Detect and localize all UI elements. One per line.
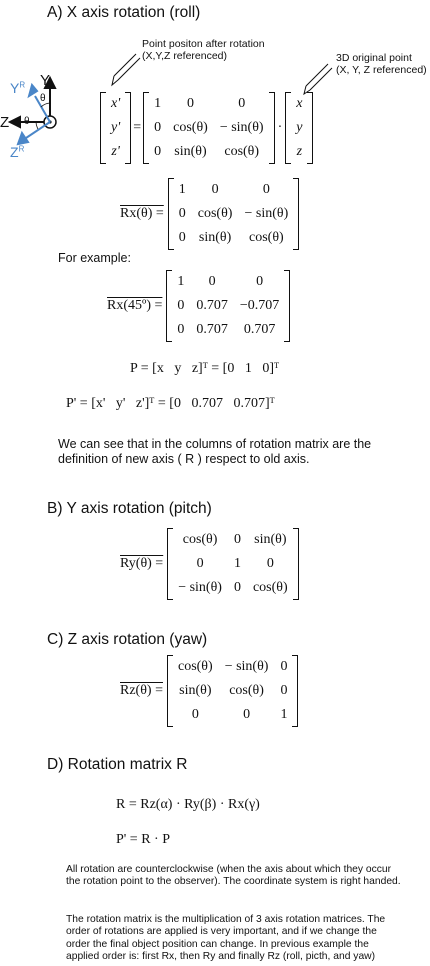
- matrix-cell: 0: [178, 230, 186, 245]
- note-rotation-order: The rotation matrix is the multiplication of 3 axis rotation matrices. The order of rotations are applied is very important, and if we change the order the final object position can change. In previous example the applied order is: first Rx, then Ry and finally Rz (roll, picth, and yaw): [66, 914, 386, 962]
- matrix-cell: 0.707: [243, 322, 276, 337]
- matrix-cell: sin(θ): [179, 683, 212, 698]
- matrix-cell: 0: [154, 144, 162, 159]
- y-axis-label: Y: [40, 72, 51, 89]
- matrix-cell: 1: [280, 707, 288, 722]
- after-rotation-label: Point positon after rotation (X,Y,Z referenced): [142, 38, 265, 62]
- matrix-cell: cos(θ): [173, 120, 208, 135]
- section-c-title: C) Z axis rotation (yaw): [47, 631, 208, 648]
- theta-top-label: θ: [40, 93, 46, 104]
- matrix-cell: 0: [238, 96, 246, 111]
- matrix-cell: − sin(θ): [219, 120, 264, 135]
- equation-rx: [120, 178, 299, 250]
- matrix-cell: 0: [211, 182, 219, 197]
- original-point-label: 3D original point (X, Y, Z referenced): [336, 52, 427, 76]
- vector-cell: x: [296, 96, 303, 111]
- matrix-cell: −0.707: [239, 298, 280, 313]
- equation-rz: [120, 655, 298, 727]
- matrix-cell: cos(θ): [182, 532, 218, 547]
- dot-operator: ·: [277, 120, 283, 135]
- matrix-cell: 0: [178, 206, 186, 221]
- paragraph-a: We can see that in the columns of rotation matrix are the definition of new axis ( R ) respect to old axis.: [58, 437, 372, 466]
- matrix-cell: − sin(θ): [224, 659, 269, 674]
- ry-lhs: Ry(θ) =: [120, 556, 164, 571]
- matrix-cell: − sin(θ): [244, 206, 289, 221]
- section-b-title: B) Y axis rotation (pitch): [47, 500, 212, 517]
- theta-left-label: θ: [24, 116, 30, 127]
- section-d-title: D) Rotation matrix R: [47, 756, 188, 773]
- matrix-cell: 0: [262, 182, 270, 197]
- rx-lhs: Rx(θ) =: [120, 206, 164, 221]
- rz-matrix: [167, 655, 298, 727]
- equation-a: [100, 92, 313, 164]
- matrix-cell: cos(θ): [177, 659, 213, 674]
- matrix-cell: cos(θ): [197, 206, 233, 221]
- matrix-cell: 0: [191, 707, 199, 722]
- matrix-cell: 0.707: [196, 322, 228, 337]
- rx-matrix: [168, 178, 299, 250]
- yr-axis-label: $Y^R$: [10, 80, 26, 96]
- equation-p: P = [x y z]ᵀ = [0 1 0]ᵀ: [130, 361, 280, 376]
- equation-p-prime: P' = [x' y' z']ᵀ = [0 0.707 0.707]ᵀ: [66, 396, 275, 411]
- matrix-cell: sin(θ): [198, 230, 232, 245]
- matrix-cell: 0: [177, 322, 185, 337]
- matrix-cell: 1: [177, 274, 185, 289]
- equation-r: R = Rz(α) · Ry(β) · Rx(γ): [116, 797, 260, 812]
- vector-cell: y': [111, 120, 121, 135]
- matrix-cell: sin(θ): [174, 144, 207, 159]
- section-a-title: A) X axis rotation (roll): [47, 4, 201, 21]
- equation-ry: [120, 528, 299, 600]
- equals-sign: =: [133, 120, 142, 135]
- matrix-cell: 0: [177, 298, 185, 313]
- equation-p-r: P' = R · P: [116, 832, 170, 847]
- matrix-cell: cos(θ): [229, 683, 264, 698]
- vector-cell: z': [111, 144, 120, 159]
- right-arrow-icon: [304, 64, 332, 94]
- vector-cell: y: [296, 120, 303, 135]
- rx45-matrix: [166, 270, 290, 342]
- matrix-cell: 0: [266, 556, 274, 571]
- input-vector: [285, 92, 313, 164]
- example-label: For example:: [58, 251, 131, 265]
- matrix-cell: cos(θ): [224, 144, 260, 159]
- matrix-cell: 0: [280, 659, 288, 674]
- theta-arc-left: [36, 122, 38, 129]
- matrix-cell: 0: [233, 532, 241, 547]
- matrix-cell: 0.707: [196, 298, 228, 313]
- z-axis-label: Z: [0, 114, 10, 131]
- vector-cell: x': [111, 96, 121, 111]
- matrix-cell: 0: [243, 707, 251, 722]
- left-arrow-icon: [112, 54, 140, 85]
- note-rotation-direction: All rotation are counterclockwise (when the axis about which they occur the rotation point to the observer). The coordinate system is right handed.: [66, 864, 401, 888]
- matrix-cell: sin(θ): [254, 532, 287, 547]
- rz-lhs: Rz(θ) =: [120, 683, 163, 698]
- matrix-cell: 1: [154, 96, 162, 111]
- matrix-cell: 0: [208, 274, 216, 289]
- ry-matrix: [167, 528, 298, 600]
- matrix-cell: 0: [154, 120, 162, 135]
- matrix-cell: 0: [256, 274, 264, 289]
- rx45-lhs: Rx(45º) =: [107, 298, 163, 313]
- equation-rx45: [107, 270, 290, 342]
- zr-axis-label: $Z^R$: [10, 144, 25, 160]
- matrix-cell: cos(θ): [249, 230, 284, 245]
- vector-cell: z: [296, 144, 303, 159]
- rotation-matrix: [143, 92, 274, 164]
- matrix-cell: 0: [233, 580, 241, 595]
- matrix-cell: 1: [178, 182, 186, 197]
- matrix-cell: cos(θ): [252, 580, 288, 595]
- output-vector: [100, 92, 131, 164]
- matrix-cell: 0: [280, 683, 288, 698]
- matrix-cell: 0: [186, 96, 194, 111]
- matrix-cell: − sin(θ): [178, 580, 222, 595]
- matrix-cell: 0: [196, 556, 204, 571]
- matrix-cell: 1: [233, 556, 241, 571]
